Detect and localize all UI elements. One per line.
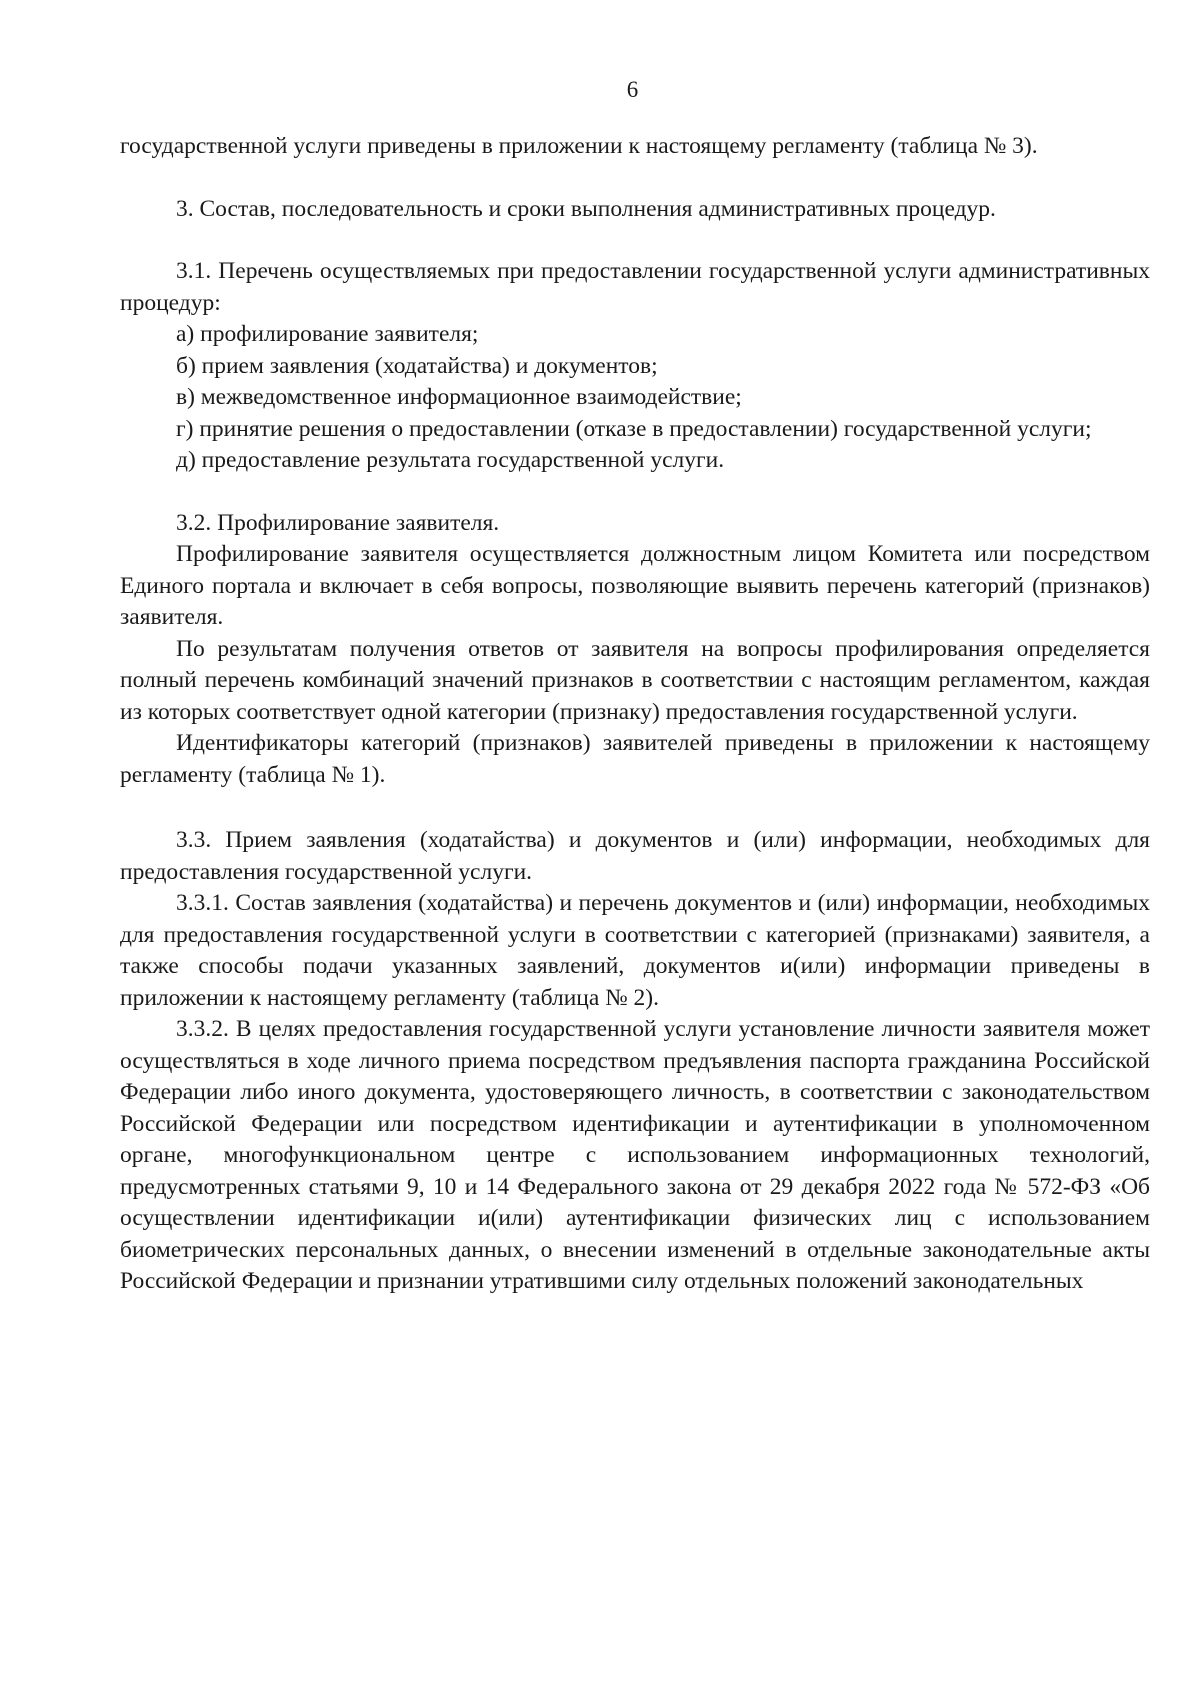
paragraph-continuation: государственной услуги приведены в приложении к настоящему регламенту (таблица № 3). <box>120 133 1038 159</box>
list-item-g: г) принятие решения о предоставлении (отказе в предоставлении) государственной услуги; <box>176 415 1092 442</box>
document-body <box>120 131 1150 1298</box>
list-item-b: б) прием заявления (ходатайства) и документов; <box>176 352 658 379</box>
paragraph-3-3-1: 3.3.1. Состав заявления (ходатайства) и перечень документов и (или) информации, необходимых для предоставления государственной услуги в соответствии с категорией (признаками) заявителя, а также способы подачи указанных заявлений, документов и(или) информации приведены в приложении к настоящему регламенту (таблица № 2). <box>120 890 1150 1011</box>
page-number: 6 <box>626 77 639 102</box>
paragraph-profiling-results: По результатам получения ответов от заявителя на вопросы профилирования определяется полный перечень комбинаций значений признаков в соответствии с настоящим регламентом, каждая из которых соответствует одной категории (признаку) предоставления государственной услуги. <box>120 635 1150 725</box>
section-heading-3-1: 3.1. Перечень осуществляемых при предоставлении государственной услуги административных процедур: <box>120 258 1150 316</box>
section-heading-3: 3. Состав, последовательность и сроки выполнения административных процедур. <box>176 195 996 222</box>
paragraph-3-3-2: 3.3.2. В целях предоставления государственной услуги установление личности заявителя может осуществляться в ходе личного приема посредством предъявления паспорта гражданина Российской Федерации либо иного документа, удостоверяющего личность, в соответствии с законодательством Российской Федерации или посредством идентификации и аутентификации в уполномоченном органе, многофункциональном центре с использованием информационных технологий, предусмотренных статьями 9, 10 и 14 Федерального закона от 29 декабря 2022 года № 572-ФЗ «Об осуществлении идентификации и(или) аутентификации физических лиц с использованием биометрических персональных данных, о внесении изменений в отдельные законодательные акты Российской Федерации и признании утратившими силу отдельных положений законодательных <box>120 1016 1150 1294</box>
paragraph-profiling: Профилирование заявителя осуществляется должностным лицом Комитета или посредством Единого портала и включает в себя вопросы, позволяющие выявить перечень категорий (признаков) заявителя. <box>120 541 1150 630</box>
list-item-d: д) предоставление результата государственной услуги. <box>176 447 725 473</box>
section-heading-3-2: 3.2. Профилирование заявителя. <box>176 509 500 536</box>
list-item-v: в) межведомственное информационное взаимодействие; <box>176 384 742 410</box>
section-heading-3-3: 3.3. Прием заявления (ходатайства) и документов и (или) информации, необходимых для предоставления государственной услуги. <box>120 827 1150 885</box>
list-item-a: а) профилирование заявителя; <box>176 321 479 347</box>
paragraph-identifiers: Идентификаторы категорий (признаков) заявителей приведены в приложении к настоящему регламенту (таблица № 1). <box>120 730 1150 788</box>
